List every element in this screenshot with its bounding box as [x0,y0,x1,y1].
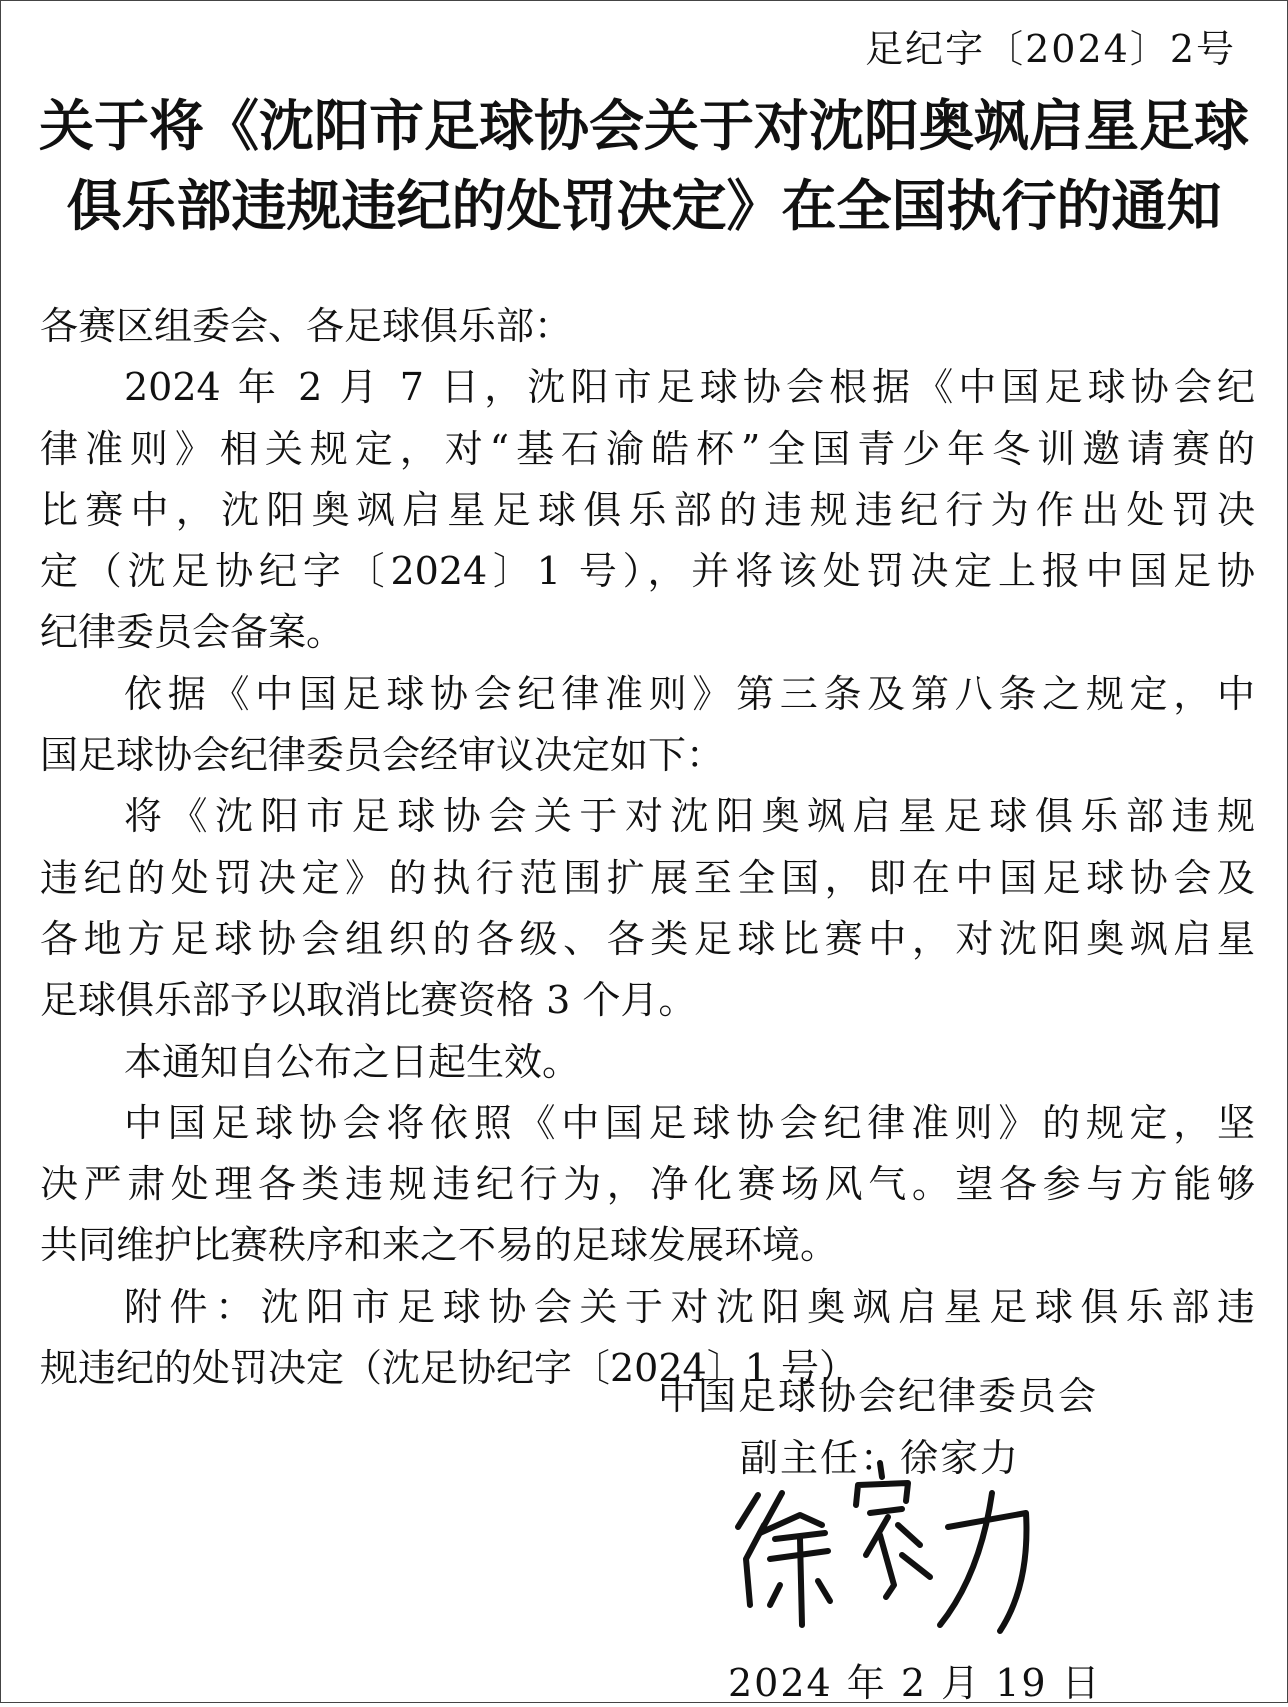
body-line: 决严肃处理各类违规违纪行为，净化赛场风气。望各参与方能够 [40,1162,1255,1207]
salutation: 各赛区组委会、各足球俱乐部： [40,304,573,348]
body-line: 律准则》相关规定，对“基石渝皓杯”全国青少年冬训邀请赛的 [40,426,1255,471]
body-line: 违纪的处罚决定》的执行范围扩展至全国，即在中国足球协会及 [40,855,1255,900]
signer-role: 副主任：徐家力 [740,1436,1021,1480]
body-line: 将《沈阳市足球协会关于对沈阳奥飒启星足球俱乐部违规 [124,794,1255,839]
handwritten-signature [730,1455,1070,1635]
body-line: 国足球协会纪律委员会经审议决定如下： [40,733,725,778]
attachment-line: 附件：沈阳市足球协会关于对沈阳奥飒启星足球俱乐部违 [124,1284,1255,1329]
document-date: 2024 年 2 月 19 日 [728,1661,1102,1705]
body-line: 纪律委员会备案。 [40,610,345,655]
body-line: 依据《中国足球协会纪律准则》第三条及第八条之规定，中 [124,671,1255,716]
body-line: 足球俱乐部予以取消比赛资格 3 个月。 [40,978,697,1023]
document-body [40,296,1255,1399]
signer-organization: 中国足球协会纪律委员会 [658,1374,1099,1418]
document-title [20,86,1268,246]
title-line: 关于将《沈阳市足球协会关于对沈阳奥飒启星足球 [38,94,1249,158]
body-line: 比赛中，沈阳奥飒启星足球俱乐部的违规违纪行为作出处罚决 [40,487,1255,532]
title-line: 俱乐部违规违纪的处罚决定》在全国执行的通知 [66,174,1222,238]
attachment-line: 规违纪的处罚决定（沈足协纪字〔2024〕1 号） [40,1346,857,1391]
body-line: 2024 年 2 月 7 日，沈阳市足球协会根据《中国足球协会纪 [124,365,1255,410]
body-line: 本通知自公布之日起生效。 [124,1039,581,1084]
body-line: 共同维护比赛秩序和来之不易的足球发展环境。 [40,1223,839,1268]
body-line: 各地方足球协会组织的各级、各类足球比赛中，对沈阳奥飒启星 [40,916,1255,961]
body-line: 定（沈足协纪字〔2024〕1 号），并将该处罚决定上报中国足协 [40,549,1255,594]
doc-number: 足纪字〔2024〕2号 [865,27,1236,71]
body-line: 中国足球协会将依照《中国足球协会纪律准则》的规定，坚 [124,1100,1255,1145]
